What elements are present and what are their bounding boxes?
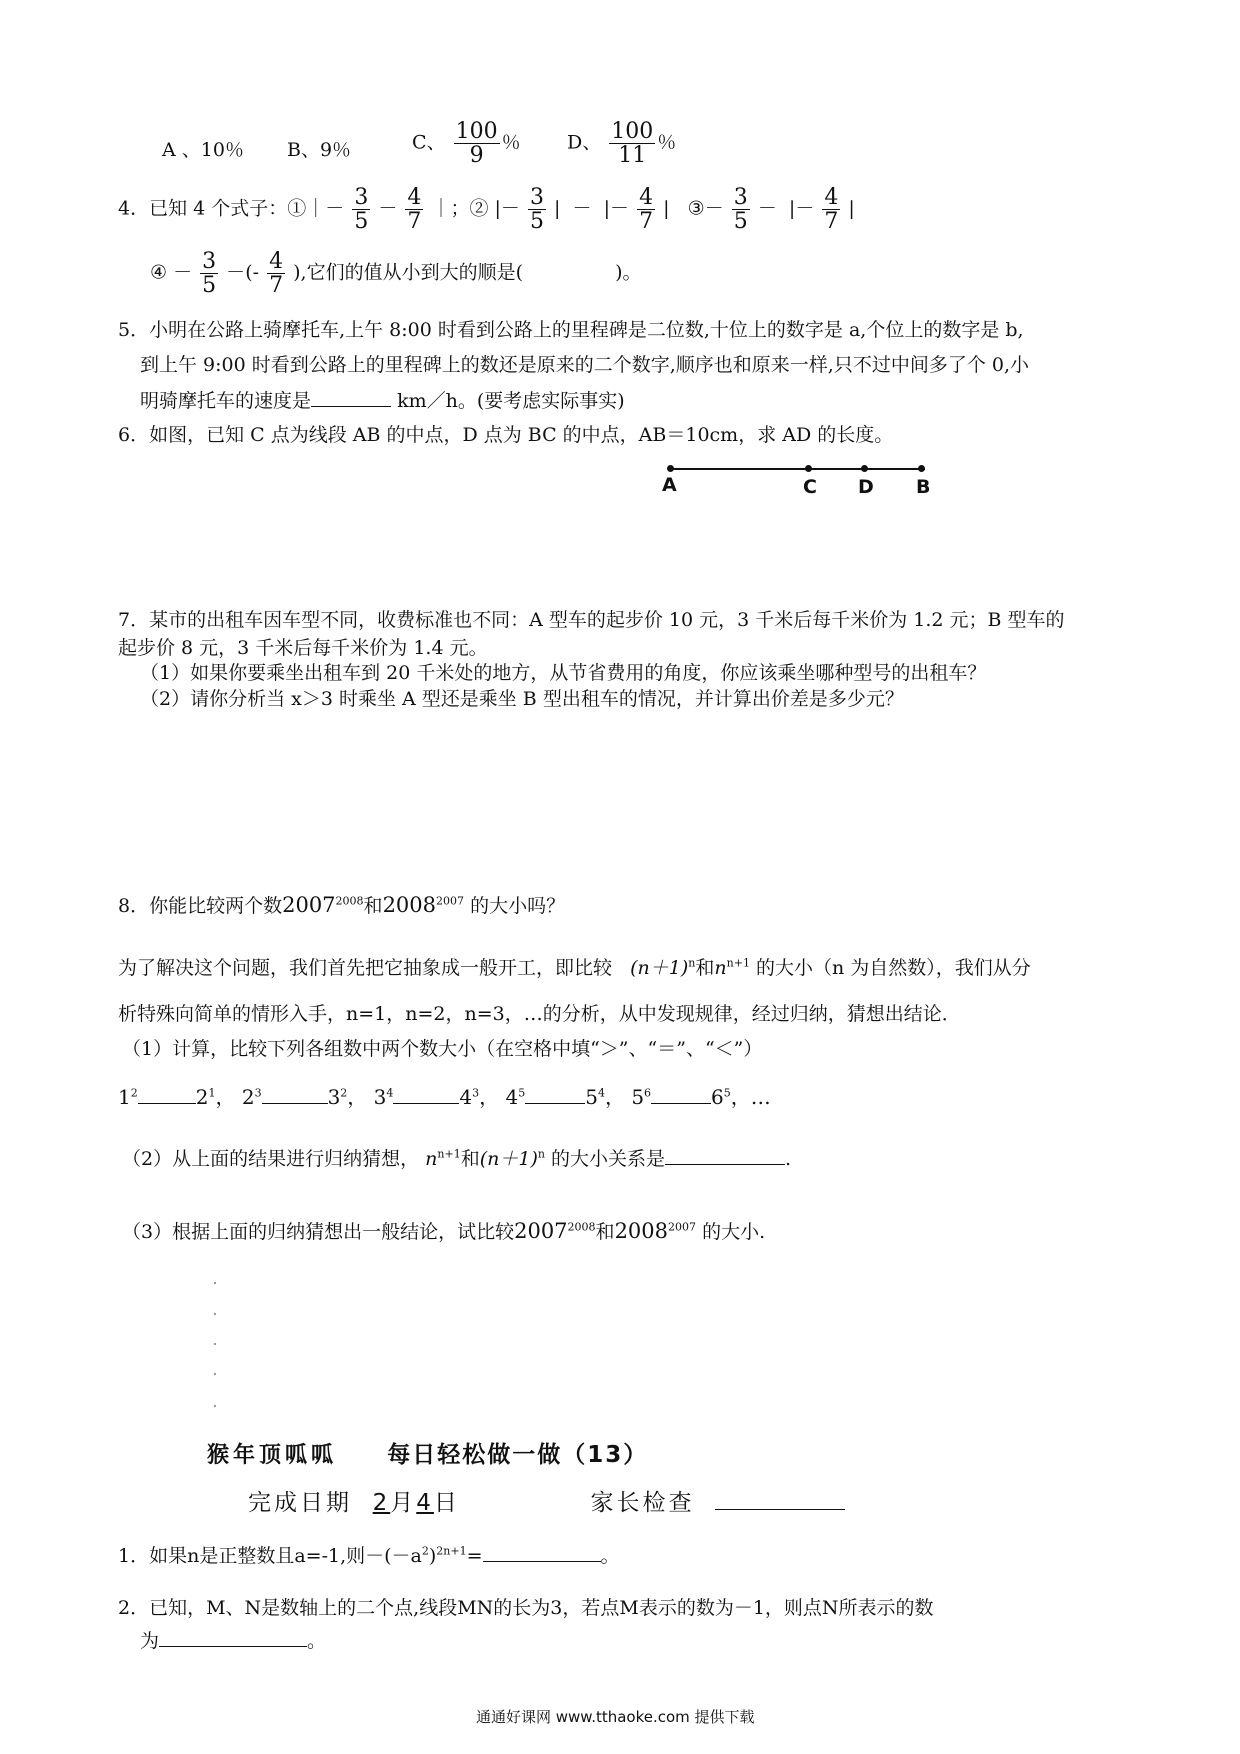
pair-2: $2^3$ $3^2$ xyxy=(241,1085,348,1109)
scan-speck xyxy=(214,1282,216,1284)
scan-speck xyxy=(214,1405,216,1407)
day-value[interactable]: 4 xyxy=(416,1490,434,1516)
s2-line1: 2．已知，M、N是数轴上的二个点,线段MN的长为3，若点M表示的数为－1，则点N所表示的数 xyxy=(118,1597,934,1619)
q6-text: 6．如图，已知 C 点为线段 AB 的中点，D 点为 BC 的中点，AB＝10cm，求 AD 的长度。 xyxy=(118,424,894,446)
q4-line1: 4．已知 4 个式子：①｜－ $\frac{3}{5}$ － $\frac{4}{7}$ ｜；② |－ $\frac{3}{5}$ | － |－ $\frac{4}{7}$ | ③－ $\frac{3}{5}$ － |－ $\frac{4}{7}$ | xyxy=(118,185,855,235)
pair-1: $1^2$ $2^1$ xyxy=(118,1085,216,1109)
q8-pairs-row: $1^2$ $2^1$， $2^3$ $3^2$， $3^4$ $4^3$， $4^5$ $5^4$， $5^6$ $6^5$，… xyxy=(118,1085,771,1109)
pair-blank-2[interactable] xyxy=(262,1103,328,1104)
point-a xyxy=(667,465,674,472)
s1-answer-blank[interactable] xyxy=(483,1561,601,1562)
section-title-right: 每日轻松做一做（13） xyxy=(387,1442,649,1468)
scan-speck xyxy=(214,1343,216,1345)
pair-blank-3[interactable] xyxy=(393,1103,459,1104)
pair-blank-1[interactable] xyxy=(138,1103,196,1104)
parent-check-label: 家长检查 xyxy=(590,1490,695,1516)
q4-line2: ④ － $\frac{3}{5}$ －(- $\frac{4}{7}$ ),它们的值从小到大的顺是( )。 xyxy=(150,249,642,299)
pair-3: $3^4$ $4^3$ xyxy=(373,1085,480,1109)
q3-d-fraction: $\frac{100}{11}$ xyxy=(611,119,654,169)
label-d: D xyxy=(858,476,874,498)
q5-line2: 到上午 9:00 时看到公路上的里程碑上的数还是原来的二个数字,顺序也和原来一样,只不过中间多了个 0,小 xyxy=(140,354,1029,376)
q3-option-c: C、 $\frac{100}{9}$ ％ xyxy=(412,119,521,169)
q4-fraction: $\frac{4}{7}$ xyxy=(407,185,422,235)
q4-fraction: $\frac{3}{5}$ xyxy=(529,185,544,235)
q3-option-b: B、9％ xyxy=(287,139,352,161)
label-a: A xyxy=(662,474,677,496)
scan-speck xyxy=(214,1313,216,1315)
q8-sub1: （1）计算，比较下列各组数中两个数大小（在空格中填“＞”、“＝”、“＜”） xyxy=(122,1038,763,1060)
s1-line: 1．如果n是正整数且a=-1,则$-(-a^2)^{2n+1}=$ 。 xyxy=(118,1544,620,1567)
label-b: B xyxy=(916,476,931,498)
point-c xyxy=(805,465,812,472)
pair-blank-5[interactable] xyxy=(651,1103,711,1104)
scan-speck xyxy=(214,1373,216,1375)
q5-line1: 5．小明在公路上骑摩托车,上午 8:00 时看到公路上的里程碑是二位数,十位上的数字是 a,个位上的数字是 b, xyxy=(118,319,1024,341)
q7-sub1: （1）如果你要乘坐出租车到 20 千米处的地方，从节省费用的角度，你应该乘坐哪种型号的出租车？ xyxy=(140,662,987,684)
q4-fraction: $\frac{3}{5}$ xyxy=(202,249,217,299)
s2-line2: 为 。 xyxy=(140,1630,327,1652)
section-title-left: 猴年顶呱呱 xyxy=(207,1443,338,1468)
month-value[interactable]: 2 xyxy=(372,1490,391,1516)
point-d xyxy=(861,465,868,472)
segment-line xyxy=(670,468,925,470)
q8-sub2: （2）从上面的结果进行归纳猜想， $n^{n+1}$和$(n+1)^n$ 的大小关系是 . xyxy=(122,1147,792,1170)
q4-fraction: $\frac{4}{7}$ xyxy=(639,185,654,235)
date-label: 完成日期 xyxy=(248,1490,352,1516)
q7-line2: 起步价 8 元，3 千米后每千米价为 1.4 元。 xyxy=(118,637,488,659)
point-b xyxy=(918,465,925,472)
q7-line1: 7．某市的出租车因车型不同，收费标准也不同：A 型车的起步价 10 元，3 千米后每千米价为 1.2 元；B 型车的 xyxy=(118,609,1065,631)
s2-answer-blank[interactable] xyxy=(159,1646,307,1647)
relation-answer-blank[interactable] xyxy=(665,1164,785,1165)
section-title xyxy=(207,1436,648,1469)
segment-diagram xyxy=(660,460,960,510)
label-c: C xyxy=(803,476,817,498)
q4-fraction: $\frac{3}{5}$ xyxy=(354,185,369,235)
speed-answer-blank[interactable] xyxy=(311,406,391,407)
pair-4: $4^5$ $5^4$ xyxy=(505,1085,605,1109)
parent-check-blank[interactable] xyxy=(715,1509,845,1510)
q3-option-d: D、 $\frac{100}{11}$ ％ xyxy=(567,119,677,169)
pair-blank-4[interactable] xyxy=(525,1103,585,1104)
q7-sub2: （2）请你分析当 x＞3 时乘坐 A 型还是乘坐 B 型出租车的情况，并计算出价差是多少元？ xyxy=(140,688,904,710)
q3-c-fraction: $\frac{100}{9}$ xyxy=(455,119,498,169)
q5-line3: 明骑摩托车的速度是 km／h。(要考虑实际事实) xyxy=(140,390,625,412)
footer-credit: 通通好课网 www.tthaoke.com 提供下载 xyxy=(476,1708,755,1726)
q8-intro: 8．你能比较两个数$2007^{2008}$和$2008^{2007}$ 的大小吗？ xyxy=(118,893,566,917)
q4-fraction: $\frac{4}{7}$ xyxy=(824,185,839,235)
q4-fraction: $\frac{4}{7}$ xyxy=(269,249,284,299)
q8-para1: 为了解决这个问题，我们首先把它抽象成一般开工，即比较 $(n+1)^n$和$n^{n+1}$ 的大小（n 为自然数），我们从分 xyxy=(118,956,1031,979)
q3-option-a: A 、10％ xyxy=(162,139,244,161)
pair-5: $5^6$ $6^5$ xyxy=(631,1085,731,1109)
q8-sub3: （3）根据上面的归纳猜想出一般结论，试比较$2007^{2008}$和$2008^{2007}$ 的大小. xyxy=(122,1219,766,1243)
q4-fraction: $\frac{3}{5}$ xyxy=(733,185,748,235)
completion-row: 完成日期 2月4日 家长检查 xyxy=(248,1484,845,1517)
q8-para2: 析特殊向简单的情形入手，n=1，n=2，n=3，…的分析，从中发现规律，经过归纳，猜想出结论． xyxy=(118,1003,961,1025)
